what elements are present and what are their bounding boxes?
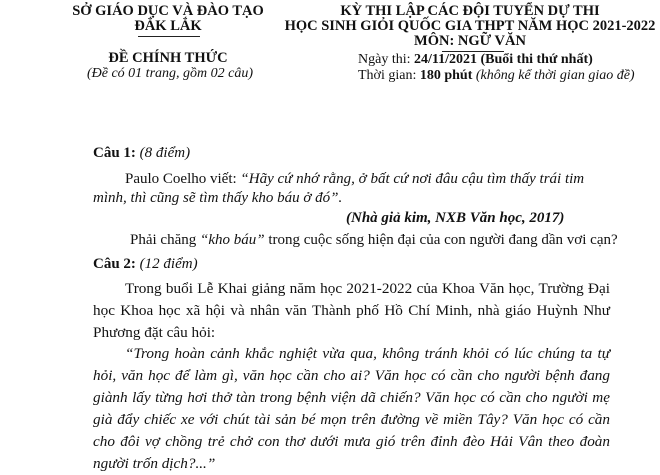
time-note: (không kể thời gian giao đề)	[475, 68, 635, 83]
question1-source: (Nhà giả kim, NXB Văn học, 2017)	[346, 210, 565, 226]
date-value: 24/11/2021 (Buổi thi thứ nhất)	[414, 52, 593, 67]
exam-subject: MÔN: NGỮ VĂN	[414, 33, 526, 49]
prompt-after: trong cuộc sống hiện đại của con người đang dần vơi cạn?	[268, 232, 618, 248]
question1-prompt	[130, 232, 618, 249]
question1-heading	[93, 145, 190, 162]
question2-quote: “Trong hoàn cảnh khắc nghiệt vừa qua, không tránh khỏi có lúc chúng ta tự hỏi, văn học để làm gì, văn học cần cho ai? Văn học có cần cho người bệnh đang giành lấy từng hơi thở tàn trong bệnh viện dã chiến? Văn học có cần cho người mẹ già đẩy chiếc xe với chút tài sản bé mọn trên đường về miền Tây? Văn học có cần cho đôi vợ chồng trẻ chở con thơ dưới mưa gió trên đỉnh đèo Hải Vân theo đoàn người trốn dịch?...”	[93, 345, 610, 472]
date-label: Ngày thi:	[358, 52, 411, 67]
left-header-rule	[138, 36, 200, 37]
question2-heading	[93, 256, 198, 273]
question1-label: Câu 1:	[93, 145, 136, 161]
exam-title-line2: HỌC SINH GIỎI QUỐC GIA THPT NĂM HỌC 2021-2022	[284, 18, 656, 34]
prompt-before: Phải chăng	[130, 232, 197, 248]
official-label: ĐỀ CHÍNH THỨC	[108, 50, 228, 66]
question2-points: (12 điểm)	[139, 256, 198, 272]
time-value: 180 phút	[419, 68, 473, 83]
exam-duration	[358, 68, 635, 84]
exam-note: (Đề có 01 trang, gồm 02 câu)	[86, 66, 254, 81]
question1-quote-line2: mình, thì cũng sẽ tìm thấy kho báu ở đó”.	[93, 190, 343, 206]
question2-label: Câu 2:	[93, 256, 136, 272]
time-label: Thời gian:	[358, 68, 417, 83]
prompt-term: “kho báu”	[199, 232, 265, 248]
exam-date	[358, 52, 593, 68]
province-name: ĐẮK LẮK	[134, 18, 202, 34]
quote-author-intro: Paulo Coelho viết:	[125, 171, 237, 187]
quote-text-part1: “Hãy cứ nhớ rằng, ở bất cứ nơi đâu cậu tìm thấy trái tim	[240, 171, 585, 187]
question1-points: (8 điểm)	[139, 145, 191, 161]
question2-intro: Trong buổi Lễ Khai giảng năm học 2021-2022 của Khoa Văn học, Trường Đại học Khoa học xã hội và nhân văn Thành phố Hồ Chí Minh, nhà giáo Huỳnh Như Phương đặt câu hỏi:	[93, 280, 610, 341]
exam-title-line1: KỲ THI LẬP CÁC ĐỘI TUYỂN DỰ THI	[340, 3, 600, 19]
question1-quote-line1	[125, 171, 584, 188]
agency-name: SỞ GIÁO DỤC VÀ ĐÀO TẠO	[72, 3, 264, 19]
